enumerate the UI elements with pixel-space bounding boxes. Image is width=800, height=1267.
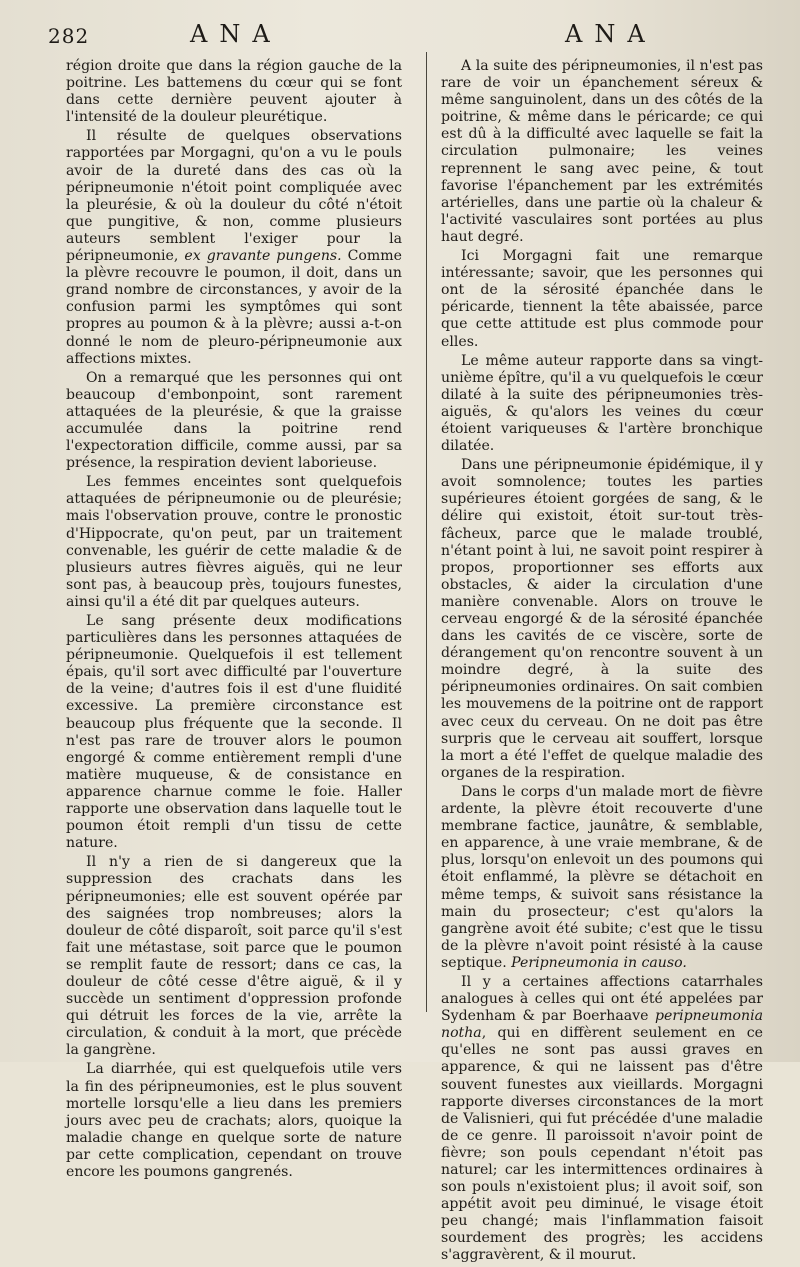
text-segment: Il n'y a rien de si dangereux que la suppression des crachats dans les péripneumonies; elle est souvent opérée par des saignées trop nombreuses; alors la douleur de côté disparoît, soit parce qu'il s'est fait une métastase, soit parce que le poumon se remplit faute de ressort; dans ce cas, la douleur de côté cesse d'être aiguë, & il y succède un sentiment d'oppression profonde qui détruit les forces de la vie, arrête la circulation, & conduit à la mort, que précède la gangrène. — [66, 854, 402, 1059]
page-number: 282 — [48, 24, 90, 48]
text-segment: On a remarqué que les personnes qui ont beaucoup d'embonpoint, sont rarement attaquées de la pleurésie, & que la graisse accumulée dans la poitrine rend l'expectoration difficile, comme aussi, par sa présence, la respiration devient laborieuse. — [66, 369, 402, 472]
paragraph — [66, 474, 402, 611]
paragraph — [441, 58, 763, 246]
text-segment: Dans le corps d'un malade mort de fièvre ardente, la plèvre étoit recouverte d'une membrane factice, jaunâtre, & semblable, en apparence, à une vraie membrane, & de plus, lorsqu'on enlevoit un des poumons qui étoit enflammé, la plèvre se détachoit en même temps, & suivoit sans résistance la main du prosecteur; c'est qu'alors la gangrène avoit été subite; c'est que le tissu de la plèvre n'avoit point résisté à la cause septique. — [441, 783, 763, 971]
text-segment: Il y a certaines affections catarrhales analogues à celles qui ont été appelées par Sydenham & par Boerhaave — [441, 973, 763, 1025]
text-segment: Le même auteur rapporte dans sa vingt-unième épître, qu'il a vu quelquefois le cœur dilaté à la suite des péripneumonies très-aiguës, & qu'alors les veines du cœur étoient variqueuses & l'artère bronchique dilatée. — [441, 352, 763, 455]
italic-text: ex gravante pungens. — [184, 248, 342, 265]
left-text-column — [66, 58, 402, 1183]
text-segment: Les femmes enceintes sont quelquefois attaquées de péripneumonie ou de pleurésie; mais l'observation prouve, contre le pronostic d'Hippocrate, qu'on peut, par un traitement convenable, les guérir de cette maladie & de plusieurs autres fièvres aiguës, qui ne leur sont pas, à beaucoup près, toujours funestes, ainsi qu'il a été dit par quelques auteurs. — [66, 474, 402, 610]
text-segment: Comme la plèvre recouvre le poumon, il doit, dans un grand nombre de circonstances, y avoir de la confusion parmi les symptômes qui sont propres au poumon & à la plèvre; aussi a-t-on donné le nom de pleuro-péripneumonie aux affections mixtes. — [66, 248, 402, 367]
paragraph — [66, 613, 402, 852]
text-segment: Dans une péripneumonie épidémique, il y avoit somnolence; toutes les parties supérieures étoient gorgées de sang, & le délire qui existoit, étoit sur-tout très-fâcheux, parce que le malade troublé, n'étant point à lui, ne savoit point respirer à propos, proportionner ses efforts aux obstacles, & aider la circulation d'une manière convenable. Alors on trouve le cerveau engorgé & de la sérosité épanchée dans les cavités de ce viscère, sorte de dérangement qu'on rencontre souvent à un moindre degré, à la suite des péripneumonies ordinaires. On sait combien les mouvemens de la poitrine ont de rapport avec ceux du cerveau. On ne doit pas être surpris que le cerveau ait souffert, lorsque la mort a été l'effet de quelque maladie des organes de la respiration. — [441, 457, 763, 781]
text-segment: , qui en diffèrent seulement en ce qu'elles ne sont pas aussi graves en apparence, & qui ne laissent pas d'être souvent funestes aux vieillards. Morgagni rapporte diverses circonstances de la mort de Valisnieri, qui fut précédée d'une maladie de ce genre. Il paroissoit n'avoir point de fièvre; son pouls cependant n'étoit pas naturel; car les intermittences ordinaires à son pouls n'existoient plus; il avoit soif, son appétit avoit peu diminué, le visage étoit peu changé; mais l'inflammation faisoit sourdement des progrès; les accidens s'aggravèrent, & il mourut. — [441, 1025, 763, 1264]
column-divider — [426, 52, 427, 1012]
text-segment: Ici Morgagni fait une remarque intéressante; savoir, que les personnes qui ont de la sérosité épanchée dans le péricarde, tiennent la tête abaissée, parce que cette attitude est plus commode pour elles. — [441, 248, 763, 350]
running-head-left: ANA — [190, 20, 282, 48]
paragraph — [441, 974, 763, 1265]
paragraph — [66, 128, 402, 367]
paragraph — [441, 784, 763, 972]
text-segment: A la suite des péripneumonies, il n'est pas rare de voir un épanchement séreux & même sanguinolent, dans un des côtés de la poitrine, & même dans le péricarde; ce qui est dû à la difficulté avec laquelle se fait la circulation pulmonaire; les veines reprennent le sang avec peine, & tout favorise l'épanchement par les extrémités artérielles, dans une partie où la chaleur & l'activité vasculaires sont portées au plus haut degré. — [441, 58, 763, 245]
italic-text: peripneumonia notha — [441, 1008, 763, 1042]
right-text-column — [441, 58, 763, 1267]
paragraph — [441, 248, 763, 351]
italic-text: Peripneumonia in causo. — [511, 954, 687, 971]
paragraph — [66, 370, 402, 473]
paragraph — [66, 854, 402, 1059]
text-segment: région droite que dans la région gauche de la poitrine. Les battemens du cœur qui se font dans cette dernière peuvent ajouter à l'intensité de la douleur pleurétique. — [66, 58, 402, 126]
running-head-right: ANA — [565, 20, 657, 48]
text-segment: Il résulte de quelques observations rapportées par Morgagni, qu'on a vu le pouls avoir de la dureté dans des cas où la péripneumonie n'étoit point compliquée avec la pleurésie, & où la douleur du côté n'étoit que pungitive, & non, comme plusieurs auteurs semblent l'exiger pour la péripneumonie, — [66, 128, 402, 265]
paragraph — [441, 457, 763, 782]
paragraph — [66, 1061, 402, 1181]
paragraph — [66, 58, 402, 126]
paragraph — [441, 353, 763, 456]
text-segment: Le sang présente deux modifications particulières dans les personnes attaquées de péripneumonie. Quelquefois il est tellement épais, qu'il sort avec difficulté par l'ouverture de la veine; d'autres fois il est d'une fluidité excessive. La première circonstance est beaucoup plus fréquente que la seconde. Il n'est pas rare de trouver alors le poumon engorgé & comme entièrement rempli d'une matière muqueuse, & de consistance en apparence charnue comme le foie. Haller rapporte une observation dans laquelle tout le poumon étoit rempli d'un tissu de cette nature. — [66, 613, 402, 852]
text-segment: La diarrhée, qui est quelquefois utile vers la fin des péripneumonies, est le plus souvent mortelle lorsqu'elle a lieu dans les premiers jours avec peu de crachats; alors, quoique la maladie change en quelque sorte de nature par cette complication, cependant on trouve encore les poumons gangrenés. — [66, 1061, 402, 1180]
